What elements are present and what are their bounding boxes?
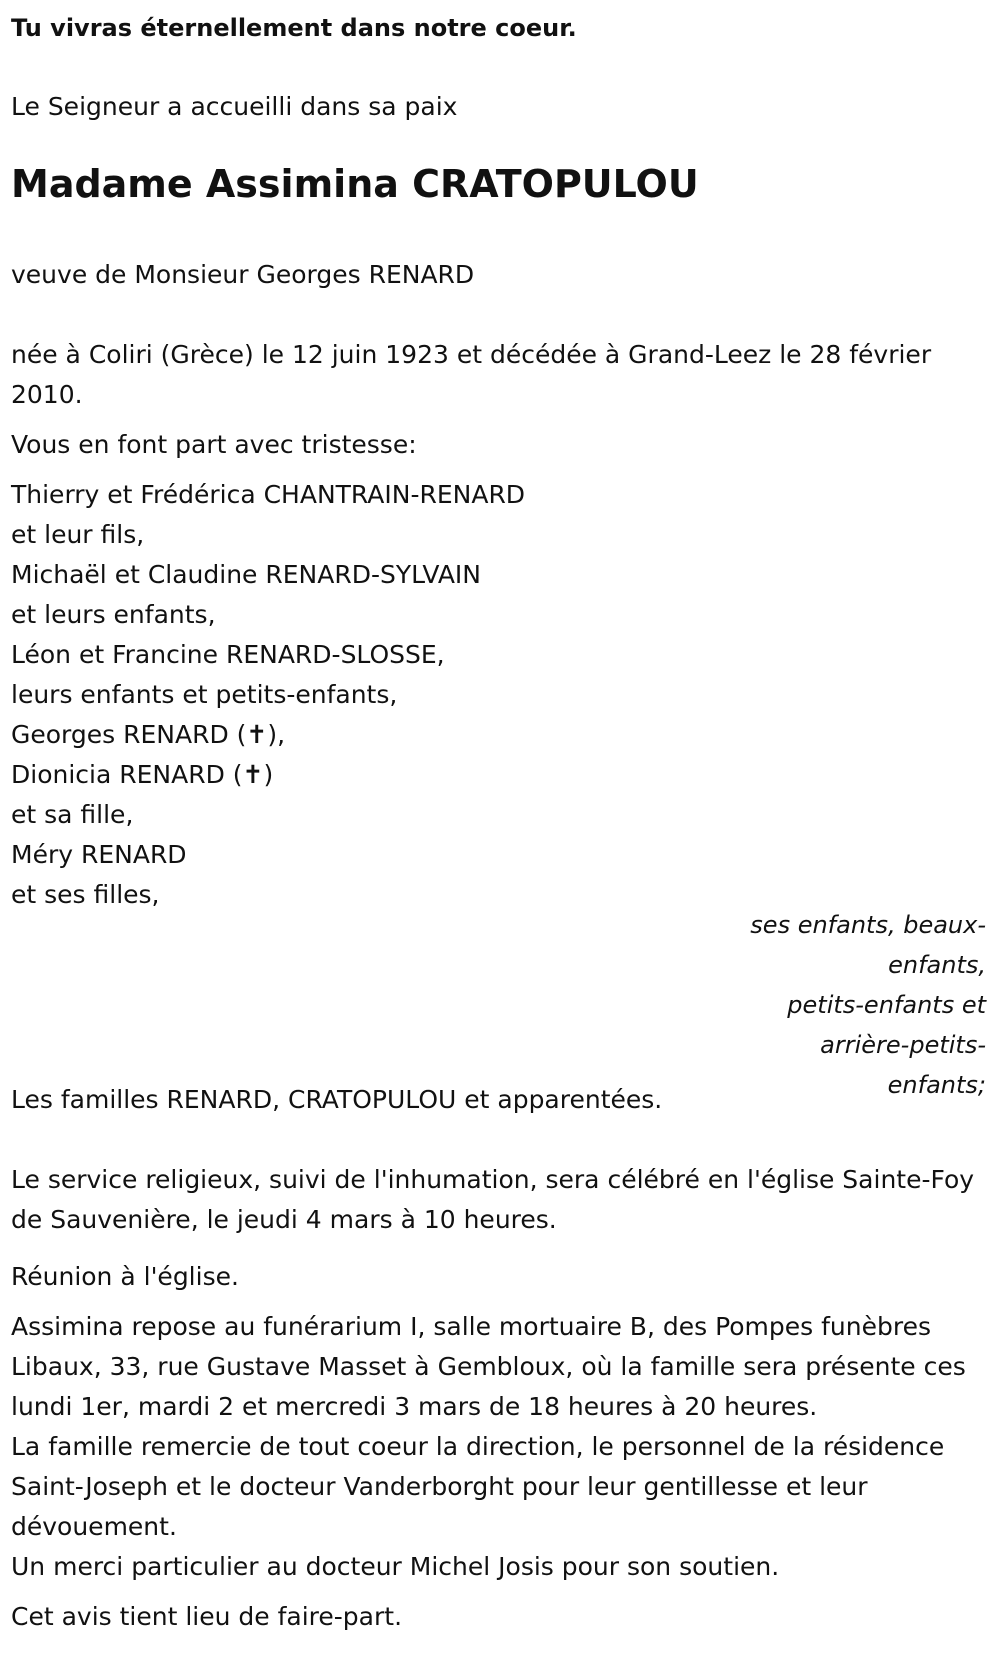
family-line: et leurs enfants, <box>11 600 216 629</box>
widow-of-text: veuve de Monsieur Georges RENARD <box>11 260 475 289</box>
family-line: Michaël et Claudine RENARD-SYLVAIN <box>11 560 481 589</box>
family-line: et sa fille, <box>11 800 134 829</box>
birth-death-text: née à Coliri (Grèce) le 12 juin 1923 et décédée à Grand-Leez le 28 février 2010. <box>11 340 932 409</box>
family-line: Thierry et Frédérica CHANTRAIN-RENARD <box>11 480 526 509</box>
relation-line: arrière-petits- <box>820 1031 986 1059</box>
families-text: Les familles RENARD, CRATOPULOU et apparentées. <box>11 1085 663 1114</box>
relation-line: enfants, <box>888 951 986 979</box>
family-list <box>11 475 525 915</box>
deceased-name: Madame Assimina CRATOPULOU <box>11 162 699 206</box>
thanks-paragraph: La famille remercie de tout coeur la direction, le personnel de la résidence Saint-Joseph et le docteur Vanderborght pour leur gentillesse et leur dévouement. <box>11 1432 945 1541</box>
repose-paragraph: Assimina repose au funérarium I, salle mortuaire B, des Pompes funèbres Libaux, 33, rue Gustave Masset à Gembloux, où la famille sera présente ces lundi 1er, mardi 2 et mercredi 3 mars de 18 heures à 20 heures. <box>11 1312 966 1421</box>
special-thanks-paragraph: Un merci particulier au docteur Michel Josis pour son soutien. <box>11 1552 780 1581</box>
intro-text: Le Seigneur a accueilli dans sa paix <box>11 92 458 121</box>
family-line: leurs enfants et petits-enfants, <box>11 680 398 709</box>
meeting-paragraph: Réunion à l'église. <box>11 1262 239 1291</box>
announcement-text: Vous en font part avec tristesse: <box>11 430 417 459</box>
relation-line: ses enfants, beaux- <box>750 911 986 939</box>
family-line: Georges RENARD (✝), <box>11 720 286 749</box>
family-line: et leur fils, <box>11 520 145 549</box>
motto-heading: Tu vivras éternellement dans notre coeur. <box>11 14 577 42</box>
relation-caption <box>736 905 986 1105</box>
family-line: Dionicia RENARD (✝) <box>11 760 274 789</box>
family-line: Léon et Francine RENARD-SLOSSE, <box>11 640 445 669</box>
family-line: Méry RENARD <box>11 840 187 869</box>
relation-line: petits-enfants et <box>787 991 986 1019</box>
relation-line: enfants; <box>887 1071 986 1099</box>
closing-paragraph: Cet avis tient lieu de faire-part. <box>11 1602 403 1631</box>
service-paragraph: Le service religieux, suivi de l'inhumation, sera célébré en l'église Sainte-Foy de Sauvenière, le jeudi 4 mars à 10 heures. <box>11 1165 975 1234</box>
family-line: et ses filles, <box>11 880 160 909</box>
